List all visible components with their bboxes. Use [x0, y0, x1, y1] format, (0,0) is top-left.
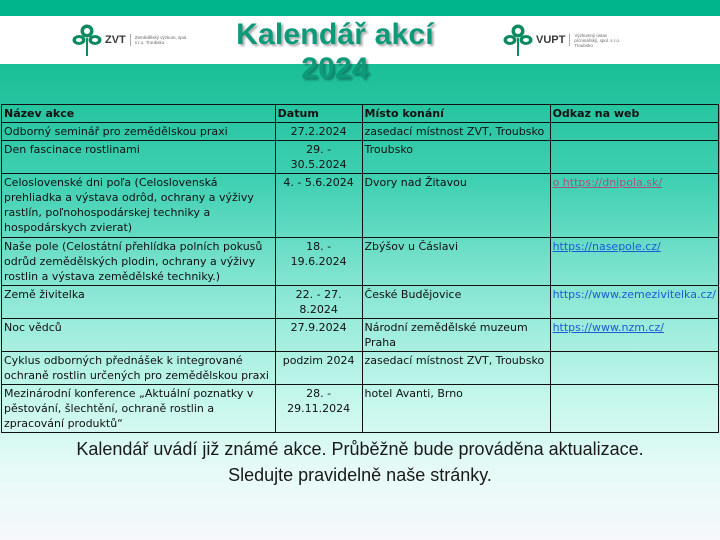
event-name: Cyklus odborných přednášek k integrované ochraně rostlin určených pro zemědělskou praxi: [2, 352, 276, 385]
footer-line-2: Sledujte pravidelně naše stránky.: [228, 465, 492, 485]
event-link[interactable]: https://www.zemezivitelka.cz/: [552, 288, 716, 301]
event-place: zasedací místnost ZVT, Troubsko: [362, 352, 550, 385]
table-row: [2, 174, 719, 238]
event-place: Zbýšov u Čáslavi: [362, 238, 550, 286]
event-date: 27.2.2024: [275, 123, 362, 141]
event-link-cell: [550, 385, 718, 433]
zvt-logo: [72, 22, 191, 58]
event-date: 27.9.2024: [275, 319, 362, 352]
event-link-cell: [550, 141, 718, 174]
event-name: Mezinárodní konference „Aktuální poznatky v pěstování, šlechtění, ochraně rostlin a zpracování produktů“: [2, 385, 276, 433]
event-link-cell: [550, 352, 718, 385]
event-date: podzim 2024: [275, 352, 362, 385]
event-name: Noc vědců: [2, 319, 276, 352]
event-link-cell: [550, 319, 718, 352]
vupt-abbr: VUPT: [536, 34, 566, 46]
event-link[interactable]: o https://dnipola.sk/: [552, 176, 663, 189]
event-date: 29. - 30.5.2024: [275, 141, 362, 174]
event-date: 22. - 27. 8.2024: [275, 286, 362, 319]
event-name: Naše pole (Celostátní přehlídka polních pokusů odrůd zemědělských plodin, ochrany a výživy rostlin a výstava zemědělské techniky.): [2, 238, 276, 286]
event-date: 28. - 29.11.2024: [275, 385, 362, 433]
event-place: Troubsko: [362, 141, 550, 174]
column-header-link: Odkaz na web: [550, 105, 718, 123]
table-row: [2, 319, 719, 352]
event-place: hotel Avanti, Brno: [362, 385, 550, 433]
event-link-cell: [550, 123, 718, 141]
event-name: Celoslovenské dni poľa (Celoslovenská prehliadka a výstava odrôd, ochrany a výživy rastlín, poľnohospodárskej techniky a hospodárskych zvierat): [2, 174, 276, 238]
table-row: [2, 238, 719, 286]
logo-divider: [130, 34, 131, 46]
event-date: 18. - 19.6.2024: [275, 238, 362, 286]
footer-note: [0, 436, 720, 488]
table-row: [2, 123, 719, 141]
table-row: [2, 141, 719, 174]
event-place: zasedací místnost ZVT, Troubsko: [362, 123, 550, 141]
event-name: Země živitelka: [2, 286, 276, 319]
logo-divider: [569, 34, 570, 46]
column-header-date: Datum: [275, 105, 362, 123]
zvt-subtitle: Zemědělský výzkum, spol. s r.o. Troubsko: [134, 35, 188, 45]
event-link[interactable]: https://www.nzm.cz/: [552, 321, 664, 334]
vupt-logo: [503, 22, 630, 58]
event-link[interactable]: https://nasepole.cz/: [552, 240, 661, 253]
event-date: 4. - 5.6.2024: [275, 174, 362, 238]
event-place: Národní zemědělské muzeum Praha: [362, 319, 550, 352]
table-row: [2, 286, 719, 319]
table-header-row: [2, 105, 719, 123]
event-place: Dvory nad Žitavou: [362, 174, 550, 238]
event-link-cell: [550, 286, 718, 319]
event-link-cell: [550, 174, 718, 238]
event-name: Den fascinace rostlinami: [2, 141, 276, 174]
column-header-name: Název akce: [2, 105, 276, 123]
event-link-cell: [550, 238, 718, 286]
clover-icon: [72, 22, 102, 58]
page-title: Kalendář akcí 2024: [236, 18, 434, 85]
events-table: [1, 104, 719, 433]
vupt-subtitle: Výzkumný ústav pícninářský, spol. s r.o. Troubsko: [574, 32, 621, 48]
clover-icon: [503, 22, 533, 58]
table-row: [2, 352, 719, 385]
event-place: České Budějovice: [362, 286, 550, 319]
zvt-abbr: ZVT: [105, 34, 126, 46]
top-accent-bar: [0, 0, 720, 16]
footer-line-1: Kalendář uvádí již známé akce. Průběžně bude prováděna aktualizace.: [76, 439, 644, 459]
column-header-place: Místo konání: [362, 105, 550, 123]
table-row: [2, 385, 719, 433]
event-name: Odborný seminář pro zemědělskou praxi: [2, 123, 276, 141]
